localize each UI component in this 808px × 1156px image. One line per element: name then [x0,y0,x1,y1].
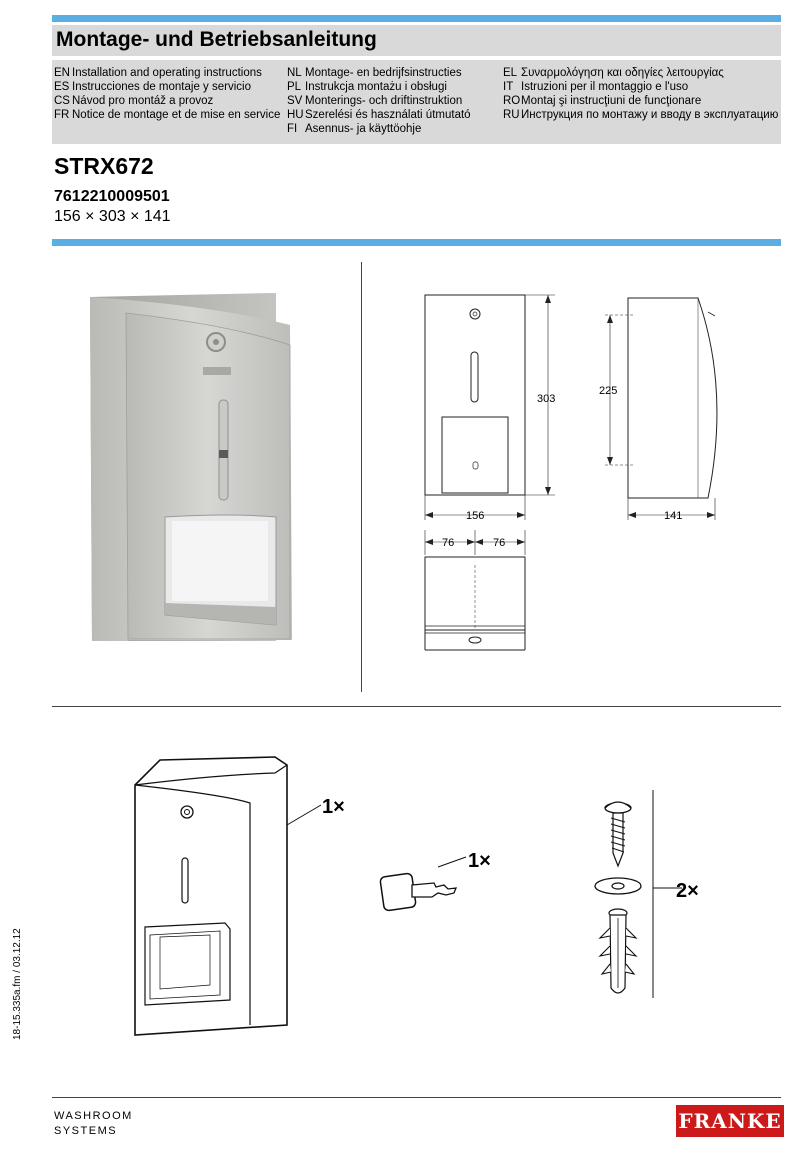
screw-icon [605,802,631,866]
paper-roll [172,521,268,601]
language-entry-fr [54,108,286,122]
language-title: Instrucciones de montaje y servicio [72,81,251,93]
language-code: RO [503,95,521,107]
language-code: PL [287,81,302,93]
language-column-1 [54,66,286,122]
language-code: CS [54,95,70,107]
dimension-height-225: 225 [599,385,618,397]
language-entry-ru [503,108,779,122]
language-code: SV [287,95,303,107]
language-entry-el [503,66,779,80]
dimension-depth-141: 141 [664,510,683,522]
language-entry-nl [287,66,502,80]
dimension-height-303: 303 [537,393,556,405]
fixings-illustration [585,788,685,1003]
footer-line-1: WASHROOM [54,1110,133,1122]
product-photo [80,285,310,655]
dimension-half-76-right: 76 [493,537,506,549]
language-code: EL [503,67,518,79]
language-code: IT [503,81,514,93]
language-list [52,60,781,144]
language-code: ES [54,81,70,93]
vertical-divider [361,262,362,692]
language-code: EN [54,67,70,79]
language-entry-cs [54,94,286,108]
language-entry-en [54,66,286,80]
wall-plug-icon [600,909,636,993]
dispenser-illustration [125,755,325,1045]
language-entry-it [503,80,779,94]
language-title: Návod pro montáž a provoz [72,95,214,107]
language-code: FR [54,109,70,121]
language-code: RU [503,109,520,121]
language-title: Szerelési és használati útmutató [305,109,471,121]
technical-drawing [390,280,790,660]
footer-label [54,1109,133,1139]
language-title: Notice de montage et de mise en service [72,109,281,121]
top-accent-bar [52,15,781,22]
model-number: STRX672 [54,153,154,179]
language-column-3 [503,66,779,122]
dimension-width-156: 156 [466,510,485,522]
dispenser-quantity: 1× [322,796,345,818]
title-band [52,25,781,56]
language-entry-sv [287,94,502,108]
document-code: 18-15.335a.fm / 03.12.12 [12,928,23,1040]
fixings-quantity: 2× [676,880,699,902]
language-title: Monterings- och driftinstruktion [305,95,463,107]
language-code: HU [287,109,304,121]
language-title: Montage- en bedrijfsinstructies [305,67,462,79]
language-title: Asennus- ja käyttöohje [305,123,422,135]
front-lock-icon [470,309,480,319]
language-title: Istruzioni per il montaggio e l'uso [521,81,689,93]
language-column-2 [287,66,502,136]
section-divider [52,706,781,707]
language-title: Installation and operating instructions [72,67,262,79]
document-title: Montage- und Betriebsanleitung [56,28,377,51]
washer-icon [595,878,641,894]
language-title: Συναρμολόγηση και οδηγίες λειτουργίας [521,67,724,79]
footer-divider [52,1097,781,1098]
language-entry-hu [287,108,502,122]
language-title: Инструкция по монтажу и вводу в эксплуатацию [521,109,779,121]
dimension-half-76-left: 76 [442,537,455,549]
language-entry-ro [503,94,779,108]
language-entry-pl [287,80,502,94]
language-entry-fi [287,122,502,136]
language-title: Montaj şi instrucţiuni de funcţionare [521,95,702,107]
product-dimensions: 156 × 303 × 141 [54,208,171,225]
key-icon [378,855,473,915]
ean-code: 7612210009501 [54,188,170,205]
franke-logo: FRANKE [676,1105,784,1137]
side-view [628,298,717,498]
language-entry-es [54,80,286,94]
key-quantity: 1× [468,850,491,872]
section-accent-bar [52,239,781,246]
front-view [425,295,525,495]
language-title: Instrukcja montażu i obsługi [305,81,447,93]
language-code: NL [287,67,302,79]
footer-line-2: SYSTEMS [54,1125,118,1137]
language-code: FI [287,123,298,135]
